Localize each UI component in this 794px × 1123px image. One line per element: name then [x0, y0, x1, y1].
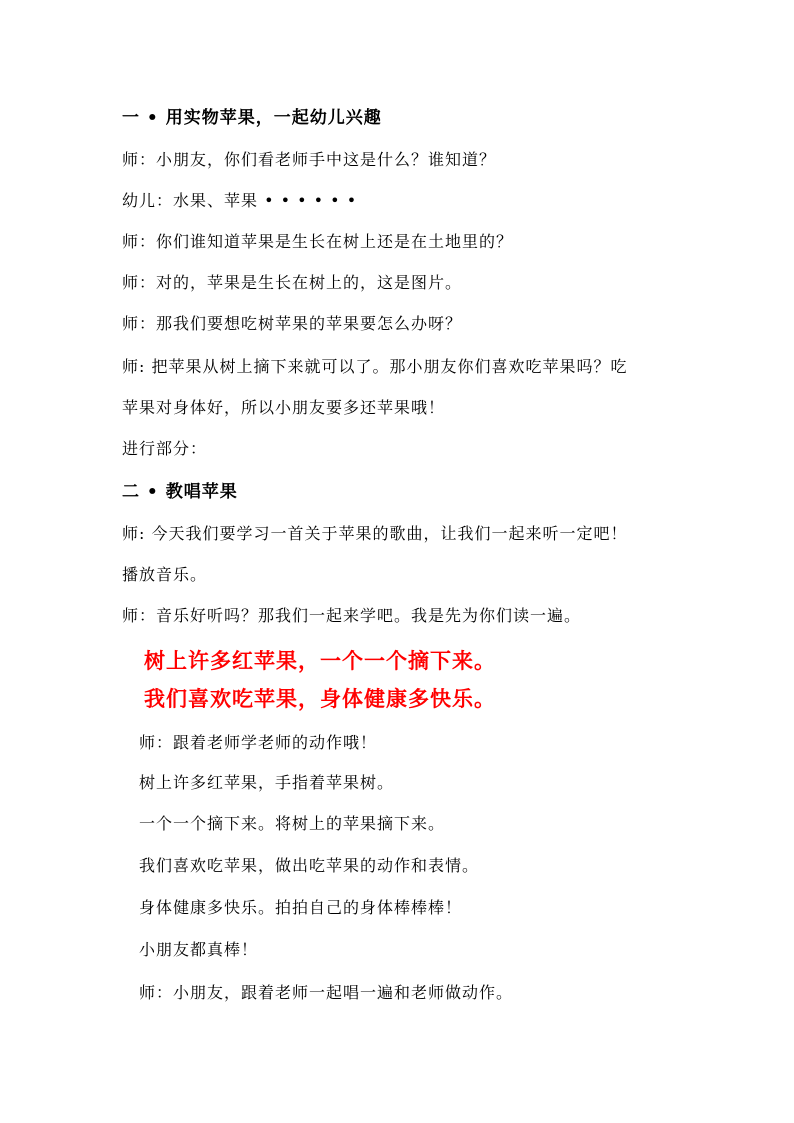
paragraph-line: 身体健康多快乐。拍拍自己的身体棒棒棒！: [139, 898, 463, 917]
paragraph-line: 师：你们谁知道苹果是生长在树上还是在土地里的？: [122, 232, 514, 251]
paragraph-line: 播放音乐。: [122, 565, 208, 584]
paragraph-line: 师：小朋友，你们看老师手中这是什么？谁知道？: [122, 150, 497, 169]
paragraph-line: 小朋友都真棒！: [139, 940, 259, 959]
lyrics-line: 树上许多红苹果，一个一个摘下来。: [144, 648, 496, 673]
paragraph-line: 师: 把苹果从树上摘下来就可以了。那小朋友你们喜欢吃苹果吗？吃: [122, 357, 628, 376]
section-heading-2: 二 • 教唱苹果: [122, 482, 238, 502]
paragraph-line: 树上许多红苹果，手指着苹果树。: [139, 773, 395, 792]
paragraph-line: 我们喜欢吃苹果，做出吃苹果的动作和表情。: [139, 856, 480, 875]
paragraph-line: 苹果对身体好，所以小朋友要多还苹果哦！: [122, 398, 446, 417]
paragraph-line: 师：小朋友，跟着老师一起唱一遍和老师做动作。: [139, 983, 514, 1002]
paragraph-line: 师：那我们要想吃树苹果的苹果要怎么办呀？: [122, 314, 463, 333]
paragraph-line: 进行部分：: [122, 439, 208, 458]
section-heading-1: 一 • 用实物苹果，一起幼儿兴趣: [122, 108, 382, 128]
paragraph-line: 师: 今天我们要学习一首关于苹果的歌曲，让我们一起来听一定吧！: [122, 524, 628, 543]
paragraph-line: 幼儿：水果、苹果 • • • • • •: [122, 191, 358, 210]
paragraph-line: 师：对的，苹果是生长在树上的，这是图片。: [122, 273, 463, 292]
paragraph-line: 师：跟着老师学老师的动作哦！: [139, 733, 378, 752]
paragraph-line: 师：音乐好听吗？那我们一起来学吧。我是先为你们读一遍。: [122, 606, 582, 625]
paragraph-line: 一个一个摘下来。将树上的苹果摘下来。: [139, 814, 446, 833]
lyrics-line: 我们喜欢吃苹果，身体健康多快乐。: [144, 686, 496, 711]
